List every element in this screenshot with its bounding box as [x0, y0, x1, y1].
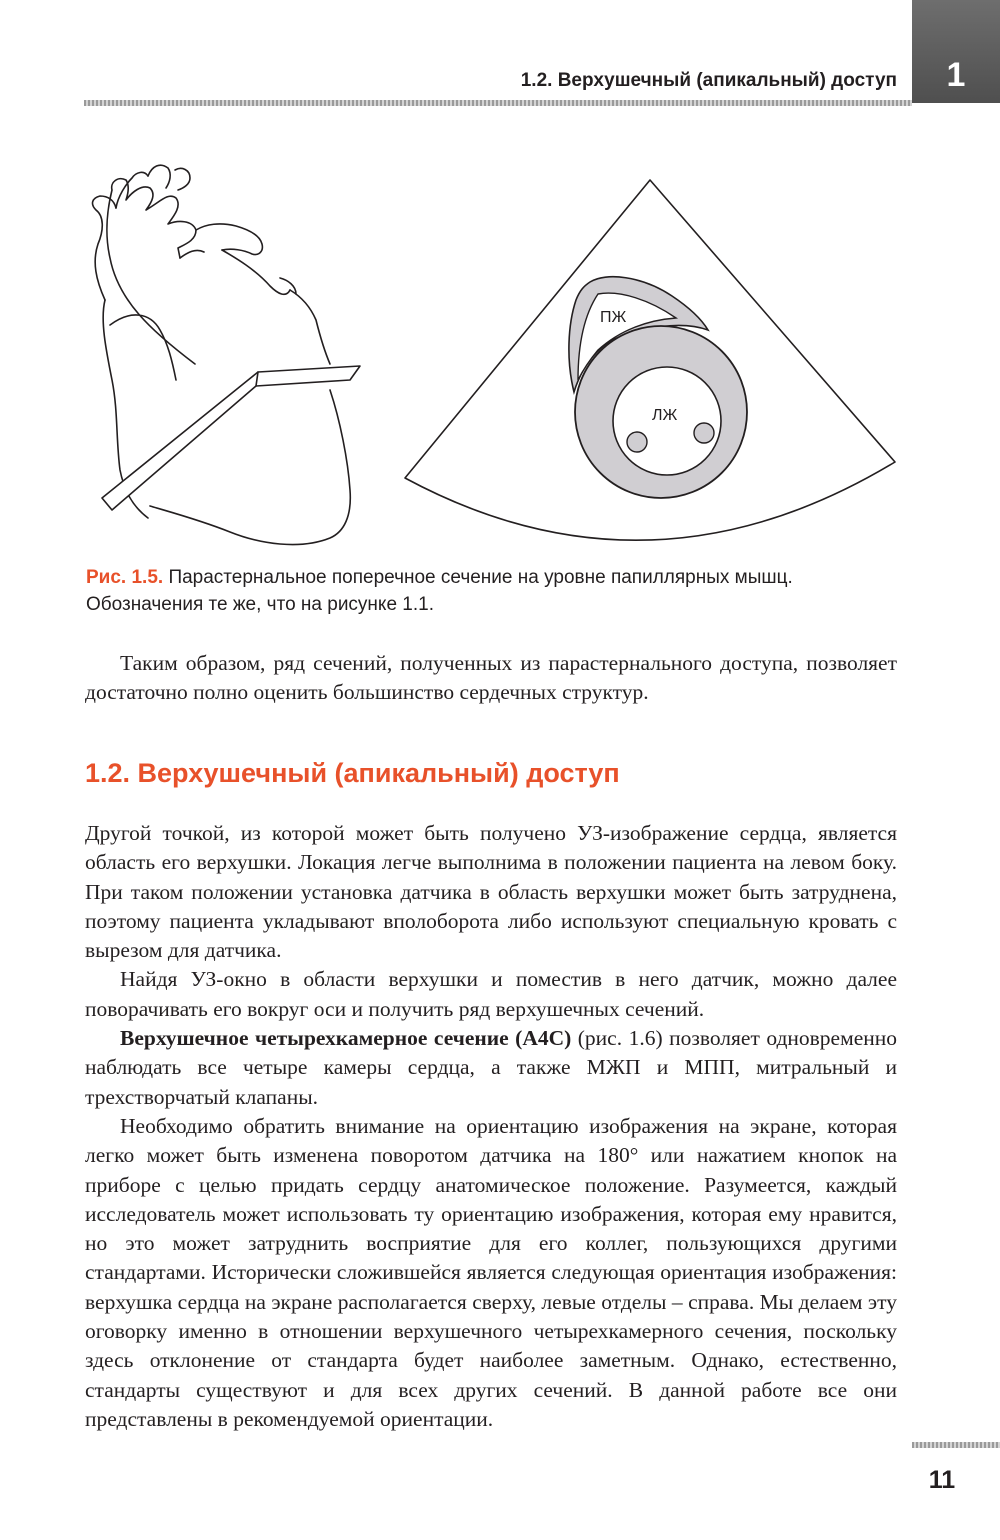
page-number: 11 [928, 1466, 956, 1494]
caption-line-2: Обозначения те же, что на рисунке 1.1. [86, 594, 434, 615]
caption-line-1: Парастернальное поперечное сечение на уровне папиллярных мышц. [168, 567, 793, 588]
paragraph-2: Найдя УЗ-окно в области верхушки и поместив в него датчик, можно далее поворачивать его вокруг оси и получить ряд верхушечных сечений. [85, 967, 897, 1021]
paragraph-1: Другой точкой, из которой может быть получено УЗ-изображение сердца, является область его верхушки. Локация легче выполнима в положении пациента на левом боку. При таком положении установка датчика в область верхушки может быть затруднена, поэтому пациента укладывают вполоборота либо используют специальную кровать с вырезом для датчика. [85, 821, 897, 963]
paragraph-3 [85, 1024, 897, 1112]
label-rv: ПЖ [600, 309, 627, 326]
paragraph-3-bold: Верхушечное четырехкамерное сечение (А4С) [120, 1026, 572, 1051]
chapter-tab: 1 [912, 0, 1000, 103]
section-body [85, 819, 897, 1434]
label-lv: ЛЖ [652, 407, 678, 424]
footer-divider [912, 1442, 1000, 1448]
intro-text [85, 649, 897, 708]
caption-label: Рис. 1.5. [86, 567, 164, 588]
intro-paragraph: Таким образом, ряд сечений, полученных из парастернального доступа, позволяет достаточно полно оценить большинство сердечных структур. [85, 651, 897, 705]
section-title: 1.2. Верхушечный (апикальный) доступ [85, 758, 620, 788]
running-head: 1.2. Верхушечный (апикальный) доступ [520, 70, 897, 91]
ultrasound-sector [405, 180, 895, 540]
figure-illustration [0, 140, 1000, 560]
paragraph-4: Необходимо обратить внимание на ориентацию изображения на экране, которая легко может быть изменена поворотом датчика на 180° или нажатием кнопок на приборе с целью придать сердцу анатомическое положение. Разумеется, каждый исследователь может использовать ту ориентацию изображения, которая ему нравится, но это может затруднить восприятие для его коллег, пользующихся другими стандартами. Исторически сложившейся является следующая ориентация изображения: верхушка сердца на экране располагается сверху, левые отделы – справа. Мы делаем эту оговорку именно в отношении верхушечного четырехкамерного сечения, поскольку здесь отклонение от стандарта будет наиболее заметным. Однако, естественно, стандарты существуют и для всех других сечений. В данной работе все они представлены в рекомендуемой ориентации. [85, 1113, 897, 1431]
heart-drawing [93, 165, 360, 544]
header-divider [84, 100, 912, 106]
figure-caption [86, 564, 916, 618]
paragraph-3-rest: (рис. 1.6) позволяет одновременно наблюдать все четыре камеры сердца, а также МЖП и МПП, митральный и трехстворчатый клапаны. [85, 1026, 897, 1109]
